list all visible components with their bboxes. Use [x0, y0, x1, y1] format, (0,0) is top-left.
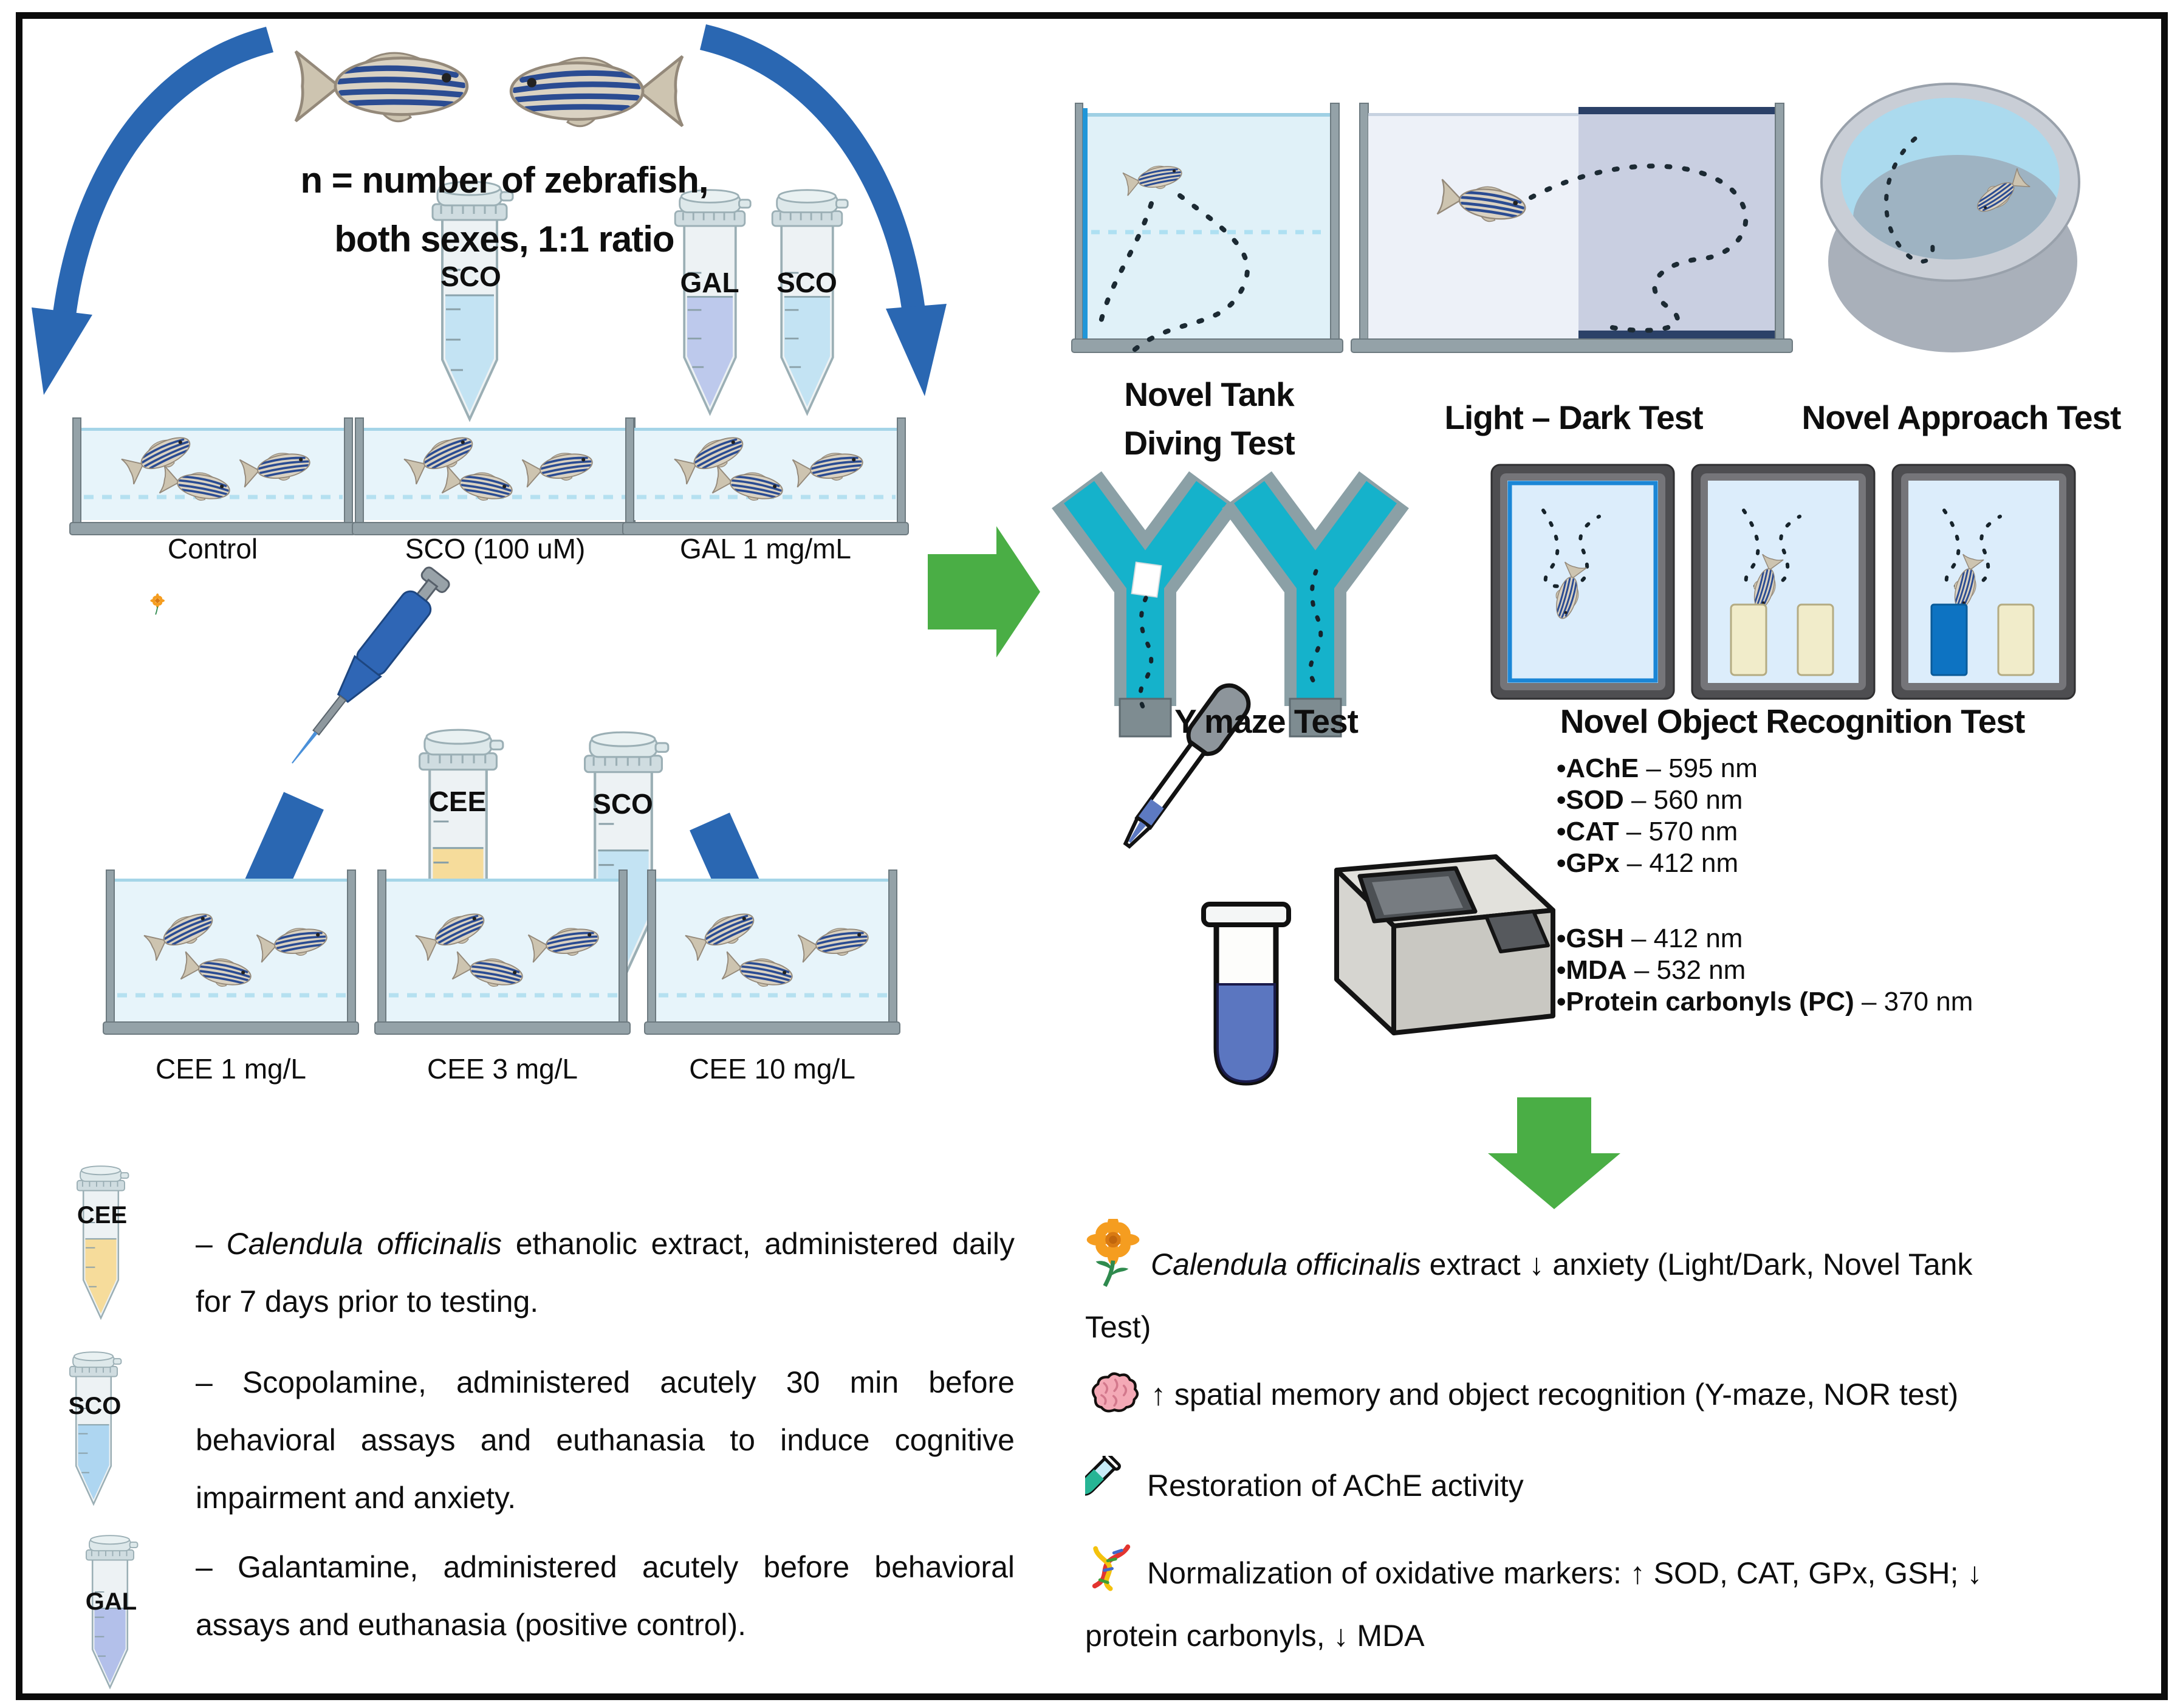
legend-sco-dash: –	[196, 1365, 242, 1399]
assay-mda-name: •MDA	[1557, 955, 1627, 985]
brain-icon	[1085, 1368, 1141, 1432]
result-anxiety-text: extract ↓ anxiety (Light/Dark, Novel Tank	[1420, 1247, 1973, 1281]
legend-cee-dash: –	[196, 1227, 227, 1261]
legend-cee-species: Calendula officinalis	[226, 1227, 502, 1261]
tank-label-gal: GAL 1 mg/mL	[679, 533, 852, 564]
assay-gpx	[1557, 848, 1758, 880]
assay-list-1	[1557, 753, 1758, 880]
light-dark-test-label: Light – Dark Test	[1444, 399, 1703, 436]
assay-gsh-value: – 412 nm	[1623, 924, 1743, 953]
result-memory-text: ↑ spatial memory and object recognition (Y-maze, NOR test)	[1151, 1377, 1959, 1411]
nor-test-label: Novel Object Recognition Test	[1560, 702, 2025, 740]
result-oxidative-text: Normalization of oxidative markers: ↑ SOD, CAT, GPx, GSH; ↓	[1147, 1556, 1983, 1590]
assay-mda-value: – 532 nm	[1626, 955, 1746, 985]
legend-cee-text	[196, 1215, 1015, 1331]
result-oxidative	[1085, 1543, 2169, 1661]
sco-tube-label: SCO	[440, 261, 501, 292]
result-anxiety-species: Calendula officinalis	[1151, 1247, 1421, 1281]
assay-ache-name: •AChE	[1557, 753, 1639, 783]
assay-ache	[1557, 753, 1758, 785]
assay-pc-value: – 370 nm	[1854, 987, 1973, 1017]
tank-label-cee10: CEE 10 mg/L	[689, 1053, 855, 1085]
assay-mda	[1557, 955, 1973, 987]
assay-cat-value: – 570 nm	[1619, 817, 1738, 846]
cee-legend-label: CEE	[77, 1202, 128, 1229]
tank-label-control: Control	[167, 533, 258, 564]
novel-approach-test-label: Novel Approach Test	[1801, 399, 2121, 436]
legend-sco-body: Scopolamine, administered acutely 30 min before behavioral assays and euthanasia to induce cognitive impairment and anxiety.	[196, 1365, 1015, 1515]
novel-tank-label-line1: Novel Tank	[1124, 376, 1294, 413]
assay-sod-name: •SOD	[1557, 785, 1624, 815]
test-tube-icon	[1085, 1456, 1137, 1523]
novel-tank-label-line2: Diving Test	[1123, 424, 1295, 462]
assay-pc	[1557, 987, 1973, 1018]
assay-pc-name: •Protein carbonyls (PC)	[1557, 987, 1854, 1017]
sco-tube-label-3: SCO	[592, 788, 653, 820]
assay-gpx-value: – 412 nm	[1619, 848, 1739, 878]
assay-cat-name: •CAT	[1557, 817, 1619, 846]
result-ache	[1085, 1456, 2169, 1523]
cee-tube-label: CEE	[428, 786, 487, 817]
gal-tube-label: GAL	[680, 267, 739, 298]
result-oxidative-text2: protein carbonyls, ↓ MDA	[1085, 1619, 1425, 1653]
sample-description	[188, 151, 820, 269]
result-anxiety-text2: Test)	[1085, 1310, 1151, 1344]
assay-ache-value: – 595 nm	[1639, 753, 1758, 783]
assay-cat	[1557, 817, 1758, 848]
heading-line2: both sexes, 1:1 ratio	[334, 219, 674, 260]
sco-legend-label: SCO	[68, 1393, 122, 1419]
marigold-icon	[1085, 1219, 1141, 1302]
y-maze-test-label: Y maze Test	[1174, 702, 1358, 740]
tank-label-cee3: CEE 3 mg/L	[427, 1053, 578, 1085]
assay-sod-value: – 560 nm	[1623, 785, 1743, 815]
legend-sco-text	[196, 1354, 1015, 1527]
legend-cee-body: ethanolic extract, administered daily for 7 days prior to testing.	[196, 1227, 1015, 1319]
assay-gpx-name: •GPx	[1557, 848, 1620, 878]
assay-gsh	[1557, 924, 1973, 955]
gal-legend-label: GAL	[85, 1588, 137, 1615]
result-anxiety	[1085, 1219, 2169, 1353]
sco-tube-label-2: SCO	[776, 267, 837, 298]
novel-tank-test-label	[1088, 371, 1331, 468]
legend-gal-dash: –	[196, 1550, 238, 1584]
tank-label-cee1: CEE 1 mg/L	[156, 1053, 306, 1085]
assay-gsh-name: •GSH	[1557, 924, 1624, 953]
legend-gal-body: Galantamine, administered acutely before behavioral assays and euthanasia (positive control).	[196, 1550, 1015, 1642]
legend-gal-text	[196, 1538, 1015, 1654]
assay-list-2	[1557, 924, 1973, 1018]
result-memory	[1085, 1368, 2169, 1432]
heading-line1: n = number of zebrafish,	[300, 160, 708, 201]
dna-icon	[1085, 1543, 1137, 1611]
result-ache-text: Restoration of AChE activity	[1147, 1469, 1524, 1503]
assay-sod	[1557, 785, 1758, 817]
tank-label-sco: SCO (100 uM)	[405, 533, 586, 564]
